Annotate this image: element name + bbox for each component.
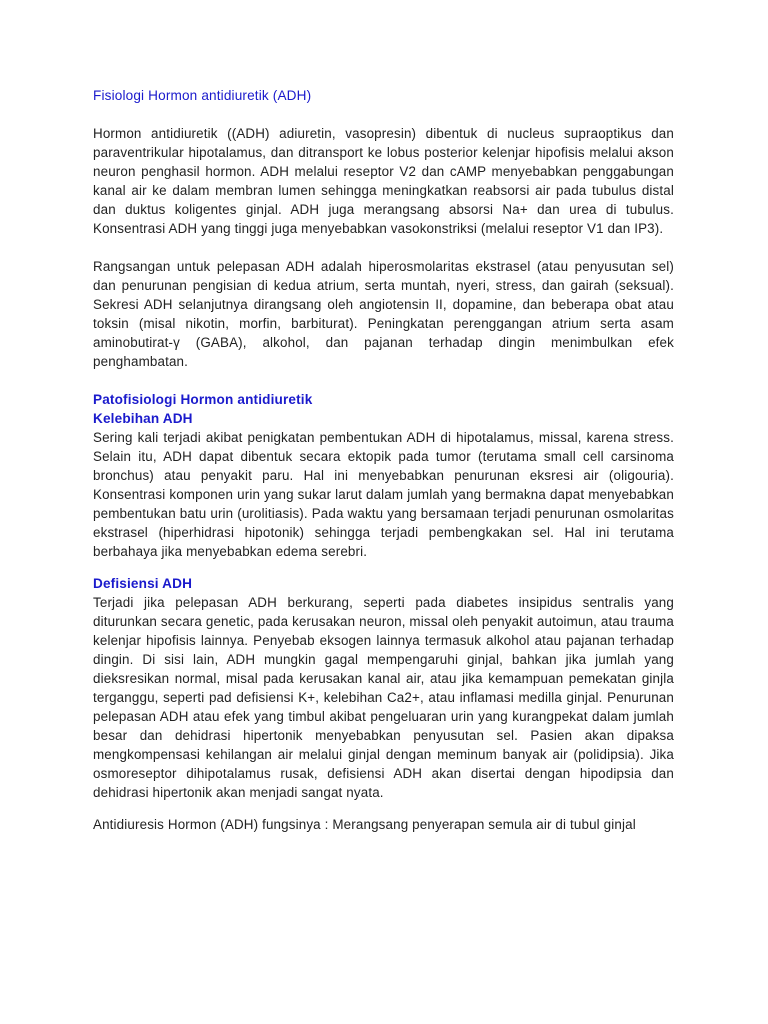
excess-paragraph: Sering kali terjadi akibat penigkatan pembentukan ADH di hipotalamus, missal, karena stress. Selain itu, ADH dapat dibentuk secara ektopik pada tumor (terutama small cell carsinoma bronchus) atau penyakit paru. Hal ini menyebabkan penurunan eksresi air (oligouria). Konsentrasi komponen urin yang sukar larut dalam jumlah yang bermakna dapat menyebabkan pembentukan batu urin (urolitiasis). Pada waktu yang bersamaan terjadi penurunan osmolaritas ekstrasel (hiperhidrasi hipotonik) sehingga terjadi pembengkakan sel. Hal ini terutama berbahaya jika menyebabkan edema serebri. — [93, 430, 674, 559]
deficiency-paragraph: Terjadi jika pelepasan ADH berkurang, seperti pada diabetes insipidus sentralis yang diturunkan secara genetic, pada kerusakan neuron, missal oleh penyakit autoimun, atau trauma kelenjar hipofisis lainnya. Penyebab eksogen lainnya termasuk alkohol atau pajanan terhadap dingin. Di sisi lain, ADH mungkin gagal mempengaruhi ginjal, bahkan jika jumlah yang dieksresikan normal, misal pada kerusakan kanal air, atau jika kemampuan pemekatan ginjla terganggu, seperti pad defisiensi K+, kelebihan Ca2+, atau inflamasi medilla ginjal. Penurunan pelepasan ADH atau efek yang timbul akibat pengeluaran urin yang kurangpekat dalam jumlah besar dan dehidrasi hipertonik menyebabkan penyusutan sel. Pasien akan dipaksa mengkompensasi kehilangan air melalui ginjal dengan meminum banyak air (polidipsia). Jika osmoreseptor dihipotalamus rusak, defisiensi ADH akan disertai dengan hipodipsia dan dehidrasi hipertonik akan menjadi sangat nyata. — [93, 595, 675, 800]
closing-paragraph: Antidiuresis Hormon (ADH) fungsinya : Merangsang penyerapan semula air di tubul ginjal — [93, 817, 636, 832]
document-page — [93, 86, 674, 834]
patho-section-title: Patofisiologi Hormon antidiuretik — [93, 392, 313, 407]
document-title: Fisiologi Hormon antidiuretik (ADH) — [93, 88, 312, 103]
deficiency-subsection-title: Defisiensi ADH — [93, 576, 193, 591]
excess-subsection-title: Kelebihan ADH — [93, 411, 193, 426]
intro-paragraph-1: Hormon antidiuretik ((ADH) adiuretin, vasopresin) dibentuk di nucleus supraoptikus dan paraventrikular hipotalamus, dan ditransport ke lobus posterior kelenjar hipofisis melalui akson neuron penghasil hormon. ADH melalui reseptor V2 dan cAMP menyebabkan penggabungan kanal air ke dalam membran lumen sehingga meningkatkan reabsorsi air pada tubulus distal dan duktus koligentes ginjal. ADH juga merangsang absorsi Na+ dan urea di tubulus. Konsentrasi ADH yang tinggi juga menyebabkan vasokonstriksi (melalui reseptor V1 dan IP3). — [93, 126, 674, 236]
intro-paragraph-2: Rangsangan untuk pelepasan ADH adalah hiperosmolaritas ekstrasel (atau penyusutan sel) dan penurunan pengisian di kedua atrium, serta muntah, nyeri, stress, dan gairah (seksual). Sekresi ADH selanjutnya dirangsang oleh angiotensin II, dopamine, dan beberapa obat atau toksin (misal nikotin, morfin, barbiturat). Peningkatan perenggangan atrium serta asam aminobutirat-γ (GABA), alkohol, dan pajanan terhadap dingin menimbulkan efek penghambatan. — [93, 259, 674, 369]
